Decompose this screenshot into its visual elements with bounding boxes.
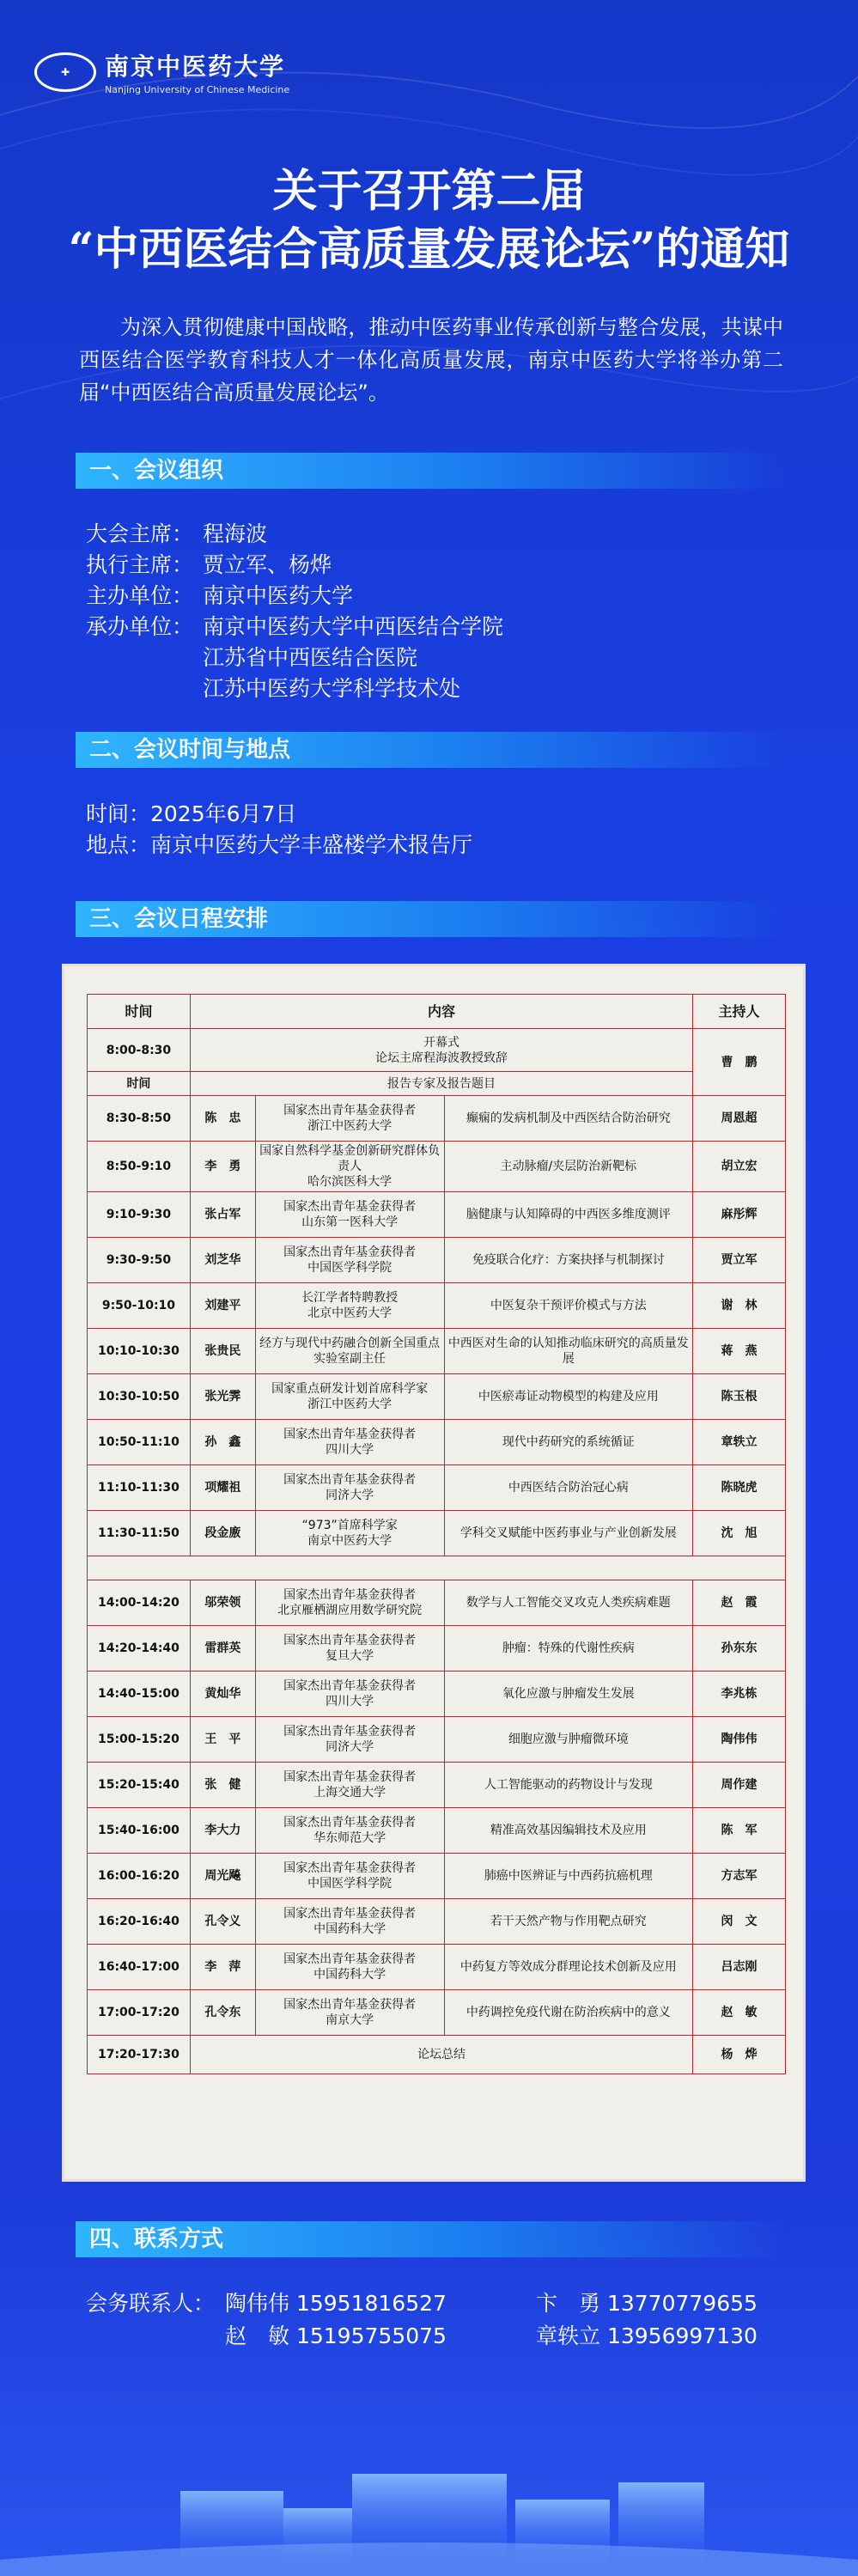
chair-label: 大会主席： xyxy=(86,521,194,546)
report-topic-cell: 精准高效基因编辑技术及应用 xyxy=(444,1808,693,1854)
col-header-time: 时间 xyxy=(88,995,191,1029)
speaker-affiliation-cell: 国家杰出青年基金获得者 山东第一医科大学 xyxy=(255,1192,444,1238)
subheader-time-cell: 时间 xyxy=(88,1072,191,1096)
speaker-name-cell: 陈 忠 xyxy=(190,1096,255,1142)
section-heading-time-place: 二、会议时间与地点 xyxy=(76,732,788,768)
time-cell: 10:30-10:50 xyxy=(88,1374,191,1420)
speaker-name-cell: 周光飚 xyxy=(190,1854,255,1899)
table-row xyxy=(88,1096,786,1142)
report-topic-cell: 脑健康与认知障碍的中西医多维度测评 xyxy=(444,1192,693,1238)
speaker-affiliation-cell: “973”首席科学家 南京中医药大学 xyxy=(255,1511,444,1556)
report-topic-cell: 中医瘀毒证动物模型的构建及应用 xyxy=(444,1374,693,1420)
table-row xyxy=(88,1029,786,1072)
table-row xyxy=(88,1899,786,1945)
host-cell: 沈 旭 xyxy=(693,1511,786,1556)
report-topic-cell: 肿瘤：特殊的代谢性疾病 xyxy=(444,1626,693,1672)
report-topic-cell: 中医复杂干预评价模式与方法 xyxy=(444,1283,693,1329)
col-header-host: 主持人 xyxy=(693,995,786,1029)
schedule-panel xyxy=(62,964,806,2182)
contact-person: 卞 勇 13770779655 xyxy=(536,2291,758,2316)
table-row xyxy=(88,1374,786,1420)
host-cell: 孙东东 xyxy=(693,1626,786,1672)
school-emblem-icon: ✚ xyxy=(34,52,96,92)
host-cell: 赵 敏 xyxy=(693,1990,786,2036)
speaker-name-cell: 张 健 xyxy=(190,1763,255,1808)
speaker-name-cell: 张光霁 xyxy=(190,1374,255,1420)
host-cell: 麻彤辉 xyxy=(693,1192,786,1238)
time-cell: 14:00-14:20 xyxy=(88,1580,191,1626)
speaker-name-cell: 李大力 xyxy=(190,1808,255,1854)
speaker-affiliation-cell: 国家自然科学基金创新研究群体负责人 哈尔滨医科大学 xyxy=(255,1142,444,1192)
host-cell: 陈玉根 xyxy=(693,1374,786,1420)
report-topic-cell: 现代中药研究的系统循证 xyxy=(444,1420,693,1465)
speaker-name-cell: 张占军 xyxy=(190,1192,255,1238)
host-cell: 陈 军 xyxy=(693,1808,786,1854)
organizer-value: 江苏省中西医结合医院 xyxy=(203,645,418,670)
report-topic-cell: 中药复方等效成分群理论技术创新及应用 xyxy=(444,1945,693,1990)
schedule-table xyxy=(87,994,786,2074)
table-row xyxy=(88,1420,786,1465)
host-cell: 陶伟伟 xyxy=(693,1717,786,1763)
table-row xyxy=(88,1626,786,1672)
host-cell: 胡立宏 xyxy=(693,1142,786,1192)
meeting-time: 时间：2025年6月7日 xyxy=(86,801,297,826)
host-cell: 贾立军 xyxy=(693,1238,786,1283)
host-cell: 章轶立 xyxy=(693,1420,786,1465)
table-row xyxy=(88,1945,786,1990)
section-heading-contact: 四、联系方式 xyxy=(76,2221,788,2257)
speaker-affiliation-cell: 国家杰出青年基金获得者 四川大学 xyxy=(255,1420,444,1465)
time-cell: 15:00-15:20 xyxy=(88,1717,191,1763)
section-heading-schedule: 三、会议日程安排 xyxy=(76,901,788,937)
report-topic-cell: 细胞应激与肿瘤微环境 xyxy=(444,1717,693,1763)
table-row xyxy=(88,1808,786,1854)
report-topic-cell: 主动脉瘤/夹层防治新靶标 xyxy=(444,1142,693,1192)
table-row xyxy=(88,1465,786,1511)
speaker-affiliation-cell: 国家杰出青年基金获得者 北京雁栖湖应用数学研究院 xyxy=(255,1580,444,1626)
speaker-name-cell: 刘建平 xyxy=(190,1283,255,1329)
subheader-content-cell: 报告专家及报告题目 xyxy=(190,1072,692,1096)
contact-person: 赵 敏 15195755075 xyxy=(225,2323,447,2348)
speaker-affiliation-cell: 国家杰出青年基金获得者 上海交通大学 xyxy=(255,1763,444,1808)
time-cell: 11:10-11:30 xyxy=(88,1465,191,1511)
speaker-affiliation-cell: 经方与现代中药融合创新全国重点实验室副主任 xyxy=(255,1329,444,1374)
host-cell: 曹 鹏 xyxy=(693,1029,786,1096)
speaker-affiliation-cell: 国家杰出青年基金获得者 浙江中医药大学 xyxy=(255,1096,444,1142)
contact-list xyxy=(86,2287,758,2353)
speaker-name-cell: 孔令义 xyxy=(190,1899,255,1945)
host-cell: 杨 烨 xyxy=(693,2036,786,2074)
speaker-affiliation-cell: 国家杰出青年基金获得者 中国药科大学 xyxy=(255,1899,444,1945)
contact-person: 陶伟伟 15951816527 xyxy=(225,2291,447,2316)
time-cell: 11:30-11:50 xyxy=(88,1511,191,1556)
speaker-name-cell: 王 平 xyxy=(190,1717,255,1763)
table-row xyxy=(88,1072,786,1096)
report-topic-cell: 数学与人工智能交叉攻克人类疾病难题 xyxy=(444,1580,693,1626)
host-cell: 闵 文 xyxy=(693,1899,786,1945)
speaker-affiliation-cell: 国家杰出青年基金获得者 南京大学 xyxy=(255,1990,444,2036)
col-header-content: 内容 xyxy=(190,995,692,1029)
speaker-name-cell: 孔令东 xyxy=(190,1990,255,2036)
time-cell: 15:20-15:40 xyxy=(88,1763,191,1808)
report-topic-cell: 免疫联合化疗：方案抉择与机制探讨 xyxy=(444,1238,693,1283)
speaker-name-cell: 李 萍 xyxy=(190,1945,255,1990)
lunch-break-row xyxy=(88,1556,786,1580)
contact-person: 章轶立 13956997130 xyxy=(536,2323,758,2348)
table-row xyxy=(88,1511,786,1556)
time-cell: 9:10-9:30 xyxy=(88,1192,191,1238)
table-row xyxy=(88,1717,786,1763)
table-row xyxy=(88,1556,786,1580)
host-cell: 谢 林 xyxy=(693,1283,786,1329)
report-topic-cell: 人工智能驱动的药物设计与发现 xyxy=(444,1763,693,1808)
organizer-value: 江苏中医药大学科学技术处 xyxy=(203,676,461,701)
speaker-name-cell: 黄灿华 xyxy=(190,1672,255,1717)
table-row xyxy=(88,2036,786,2074)
speaker-affiliation-cell: 国家杰出青年基金获得者 四川大学 xyxy=(255,1672,444,1717)
speaker-affiliation-cell: 国家杰出青年基金获得者 复旦大学 xyxy=(255,1626,444,1672)
host-cell: 周作建 xyxy=(693,1763,786,1808)
time-cell: 17:00-17:20 xyxy=(88,1990,191,2036)
time-cell: 9:50-10:10 xyxy=(88,1283,191,1329)
time-place-list xyxy=(86,799,472,861)
time-cell: 14:20-14:40 xyxy=(88,1626,191,1672)
time-cell: 8:00-8:30 xyxy=(88,1029,191,1072)
table-row xyxy=(88,1283,786,1329)
title-line-2: “中西医结合高质量发展论坛”的通知 xyxy=(68,223,790,276)
host-cell: 陈晓虎 xyxy=(693,1465,786,1511)
time-cell: 10:10-10:30 xyxy=(88,1329,191,1374)
table-row xyxy=(88,1672,786,1717)
host-cell: 蒋 燕 xyxy=(693,1329,786,1374)
time-cell: 17:20-17:30 xyxy=(88,2036,191,2074)
school-logo xyxy=(34,48,289,95)
time-cell: 16:40-17:00 xyxy=(88,1945,191,1990)
host-cell: 方志军 xyxy=(693,1854,786,1899)
section-heading-organization: 一、会议组织 xyxy=(76,453,788,489)
time-cell: 16:00-16:20 xyxy=(88,1854,191,1899)
speaker-name-cell: 邬荣领 xyxy=(190,1580,255,1626)
speaker-name-cell: 李 勇 xyxy=(190,1142,255,1192)
table-row xyxy=(88,1142,786,1192)
speaker-name-cell: 段金廒 xyxy=(190,1511,255,1556)
time-cell: 10:50-11:10 xyxy=(88,1420,191,1465)
exec-chair-label: 执行主席： xyxy=(86,552,194,577)
meeting-place: 地点：南京中医药大学丰盛楼学术报告厅 xyxy=(86,832,473,857)
host-cell: 周恩超 xyxy=(693,1096,786,1142)
time-cell: 16:20-16:40 xyxy=(88,1899,191,1945)
report-topic-cell: 中西医结合防治冠心病 xyxy=(444,1465,693,1511)
time-cell: 8:30-8:50 xyxy=(88,1096,191,1142)
table-row xyxy=(88,1763,786,1808)
speaker-affiliation-cell: 长江学者特聘教授 北京中医药大学 xyxy=(255,1283,444,1329)
speaker-name-cell: 雷群英 xyxy=(190,1626,255,1672)
report-topic-cell: 中药调控免疫代谢在防治疾病中的意义 xyxy=(444,1990,693,2036)
school-name-cn: 南京中医药大学 xyxy=(105,52,286,81)
organizer-label: 承办单位： xyxy=(86,614,194,639)
report-topic-cell: 学科交叉赋能中医药事业与产业创新发展 xyxy=(444,1511,693,1556)
page-title xyxy=(0,163,858,280)
exec-chair-value: 贾立军、杨烨 xyxy=(203,552,332,577)
host-cell: 李兆栋 xyxy=(693,1672,786,1717)
host-unit-label: 主办单位： xyxy=(86,583,194,608)
closing-content-cell: 论坛总结 xyxy=(190,2036,692,2074)
time-cell: 14:40-15:00 xyxy=(88,1672,191,1717)
title-line-1: 关于召开第二届 xyxy=(272,165,586,217)
table-row xyxy=(88,1329,786,1374)
speaker-affiliation-cell: 国家重点研发计划首席科学家 浙江中医药大学 xyxy=(255,1374,444,1420)
table-row xyxy=(88,1580,786,1626)
time-cell: 15:40-16:00 xyxy=(88,1808,191,1854)
speaker-name-cell: 张贵民 xyxy=(190,1329,255,1374)
speaker-affiliation-cell: 国家杰出青年基金获得者 中国医学科学院 xyxy=(255,1854,444,1899)
speaker-affiliation-cell: 国家杰出青年基金获得者 同济大学 xyxy=(255,1717,444,1763)
table-row xyxy=(88,1854,786,1899)
speaker-name-cell: 孙 鑫 xyxy=(190,1420,255,1465)
host-cell: 吕志刚 xyxy=(693,1945,786,1990)
speaker-affiliation-cell: 国家杰出青年基金获得者 中国医学科学院 xyxy=(255,1238,444,1283)
organizer-value: 南京中医药大学中西医结合学院 xyxy=(203,614,504,639)
table-row xyxy=(88,1990,786,2036)
report-topic-cell: 氧化应激与肿瘤发生发展 xyxy=(444,1672,693,1717)
school-name-en: Nanjing University of Chinese Medicine xyxy=(105,84,290,95)
campus-skyline-illustration xyxy=(0,2457,858,2576)
table-row xyxy=(88,1192,786,1238)
intro-paragraph: 为深入贯彻健康中国战略，推动中医药事业传承创新与整合发展，共谋中西医结合医学教育科技人才一体化高质量发展，南京中医药大学将举办第二届“中西医结合高质量发展论坛”。 xyxy=(79,315,783,405)
host-unit-value: 南京中医药大学 xyxy=(203,583,354,608)
report-topic-cell: 若干天然产物与作用靶点研究 xyxy=(444,1899,693,1945)
speaker-name-cell: 刘芝华 xyxy=(190,1238,255,1283)
speaker-affiliation-cell: 国家杰出青年基金获得者 同济大学 xyxy=(255,1465,444,1511)
report-topic-cell: 中西医对生命的认知推动临床研究的高质量发展 xyxy=(444,1329,693,1374)
time-cell: 9:30-9:50 xyxy=(88,1238,191,1283)
chair-value: 程海波 xyxy=(203,521,268,546)
organization-list xyxy=(86,519,503,704)
host-cell: 赵 霞 xyxy=(693,1580,786,1626)
report-topic-cell: 癫痫的发病机制及中西医结合防治研究 xyxy=(444,1096,693,1142)
time-cell: 8:50-9:10 xyxy=(88,1142,191,1192)
speaker-affiliation-cell: 国家杰出青年基金获得者 华东师范大学 xyxy=(255,1808,444,1854)
opening-content-cell: 开幕式 论坛主席程海波教授致辞 xyxy=(190,1029,692,1072)
table-header-row xyxy=(88,995,786,1029)
report-topic-cell: 肺癌中医辨证与中西药抗癌机理 xyxy=(444,1854,693,1899)
contact-label: 会务联系人： xyxy=(86,2291,216,2316)
table-row xyxy=(88,1238,786,1283)
speaker-name-cell: 项耀祖 xyxy=(190,1465,255,1511)
speaker-affiliation-cell: 国家杰出青年基金获得者 中国药科大学 xyxy=(255,1945,444,1990)
